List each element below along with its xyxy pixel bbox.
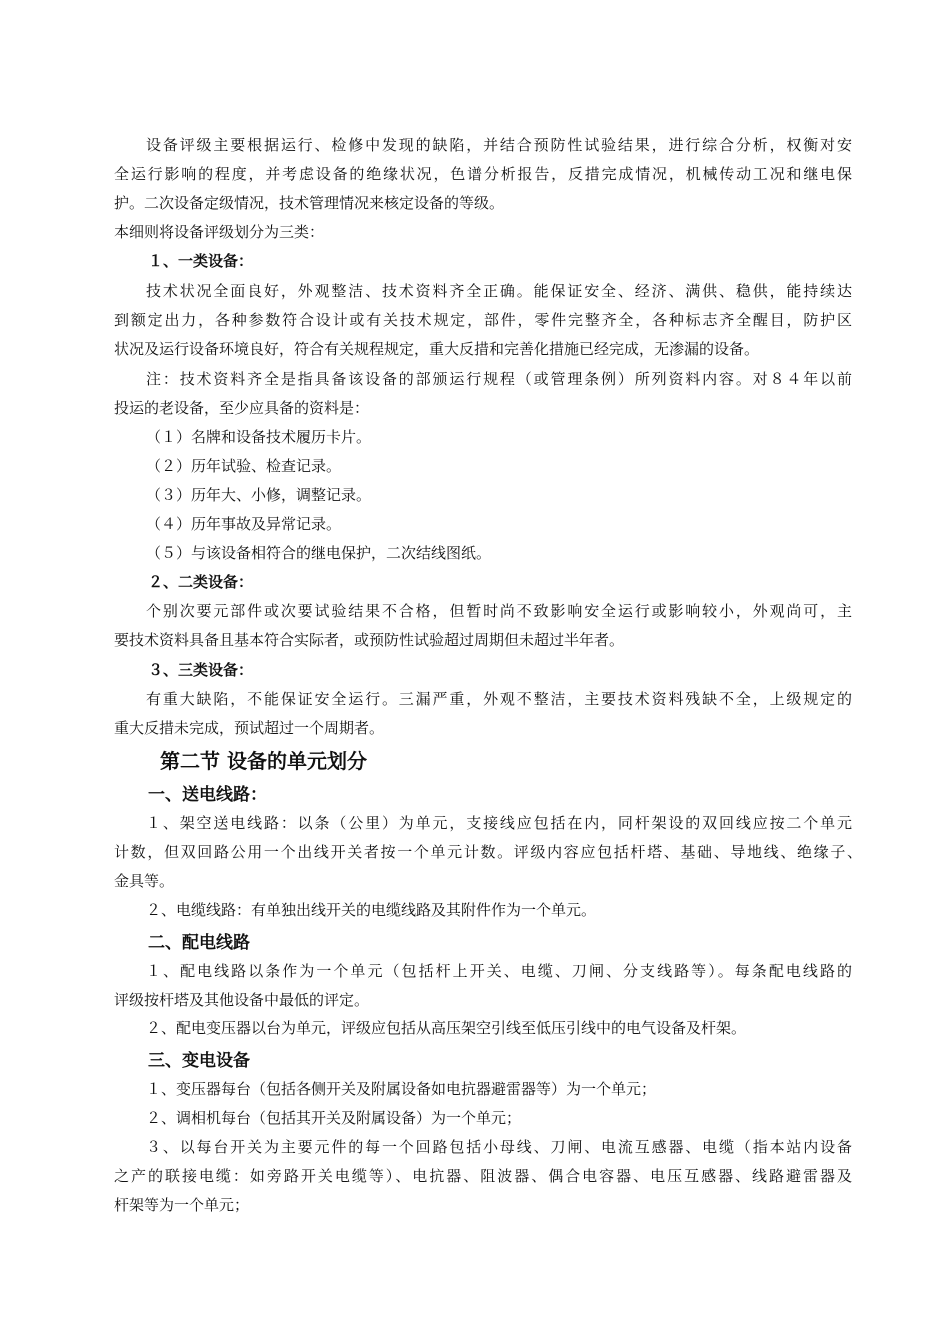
class3-line: 有重大缺陷，不能保证安全运行。三漏严重，外观不整洁，主要技术资料残缺不全，上级规定的 [146, 690, 852, 708]
list-item: （１）名牌和设备技术履历卡片。 [146, 428, 372, 446]
paragraph-line: 之产的联接电缆：如旁路开关电缆等）、电抗器、阻波器、偶合电容器、电压互感器、线路避雷器及 [114, 1167, 852, 1185]
paragraph-line: １、变压器每台（包括各侧开关及附属设备如电抗器避雷器等）为一个单元； [146, 1080, 657, 1098]
class3-line: 重大反措未完成，预试超过一个周期者。 [114, 719, 385, 737]
class2-title: ２、二类设备： [148, 573, 254, 591]
list-item: （４）历年事故及异常记录。 [146, 515, 342, 533]
paragraph-line: 评级按杆塔及其他设备中最低的评定。 [114, 991, 370, 1009]
class3-title: ３、三类设备： [148, 661, 254, 679]
intro-line: 设备评级主要根据运行、检修中发现的缺陷，并结合预防性试验结果，进行综合分析，权衡对安 [146, 136, 852, 154]
intro-division: 本细则将设备评级划分为三类： [114, 223, 325, 241]
class1-note: 注：技术资料齐全是指具备该设备的部颁运行规程（或管理条例）所列资料内容。对８４年以前 [146, 370, 852, 388]
subsection-heading: 一、送电线路： [148, 785, 267, 805]
class1-line: 状况及运行设备环境良好，符合有关规程规定，重大反措和完善化措施已经完成，无渗漏的设备。 [114, 340, 760, 358]
subsection-heading: 二、配电线路 [148, 933, 250, 953]
list-item: （５）与该设备相符合的继电保护，二次结线图纸。 [146, 544, 492, 562]
paragraph-line: ３、以每台开关为主要元件的每一个回路包括小母线、刀闸、电流互感器、电缆（指本站内设备 [146, 1138, 852, 1156]
class2-line: 个别次要元部件或次要试验结果不合格，但暂时尚不致影响安全运行或影响较小，外观尚可，主 [146, 602, 852, 620]
class1-note: 投运的老设备，至少应具备的资料是： [114, 399, 370, 417]
class1-line: 技术状况全面良好，外观整洁、技术资料齐全正确。能保证安全、经济、满供、稳供，能持续达 [146, 282, 852, 300]
intro-line: 全运行影响的程度，并考虑设备的绝缘状况，色谱分析报告，反措完成情况，机械传动工况和继电保 [114, 165, 852, 183]
list-item: （３）历年大、小修，调整记录。 [146, 486, 372, 504]
paragraph-line: ２、电缆线路：有单独出线开关的电缆线路及其附件作为一个单元。 [146, 901, 597, 919]
class1-title: １、一类设备： [148, 252, 254, 270]
paragraph-line: ２、调相机每台（包括其开关及附属设备）为一个单元； [146, 1109, 522, 1127]
paragraph-line: １、配电线路以条作为一个单元（包括杆上开关、电缆、刀闸、分支线路等）。每条配电线路的 [146, 962, 852, 980]
paragraph-line: ２、配电变压器以台为单元，评级应包括从高压架空引线至低压引线中的电气设备及杆架。 [146, 1019, 747, 1037]
paragraph-line: 金具等。 [114, 872, 175, 890]
list-item: （２）历年试验、检查记录。 [146, 457, 342, 475]
paragraph-line: 计数，但双回路公用一个出线开关者按一个单元计数。评级内容应包括杆塔、基础、导地线、绝缘子、 [114, 843, 862, 861]
class1-line: 到额定出力，各种参数符合设计或有关技术规定，部件，零件完整齐全，各种标志齐全醒目，防护区 [114, 311, 852, 329]
paragraph-line: 杆架等为一个单元； [114, 1196, 250, 1214]
class2-line: 要技术资料具备且基本符合实际者，或预防性试验超过周期但未超过半年者。 [114, 631, 625, 649]
paragraph-line: １、架空送电线路：以条（公里）为单元，支接线应包括在内，同杆架设的双回线应按二个单元 [146, 814, 852, 832]
intro-line: 护。二次设备定级情况，技术管理情况来核定设备的等级。 [114, 194, 505, 212]
section-title: 第二节 设备的单元划分 [160, 749, 367, 773]
subsection-heading: 三、变电设备 [148, 1051, 250, 1071]
